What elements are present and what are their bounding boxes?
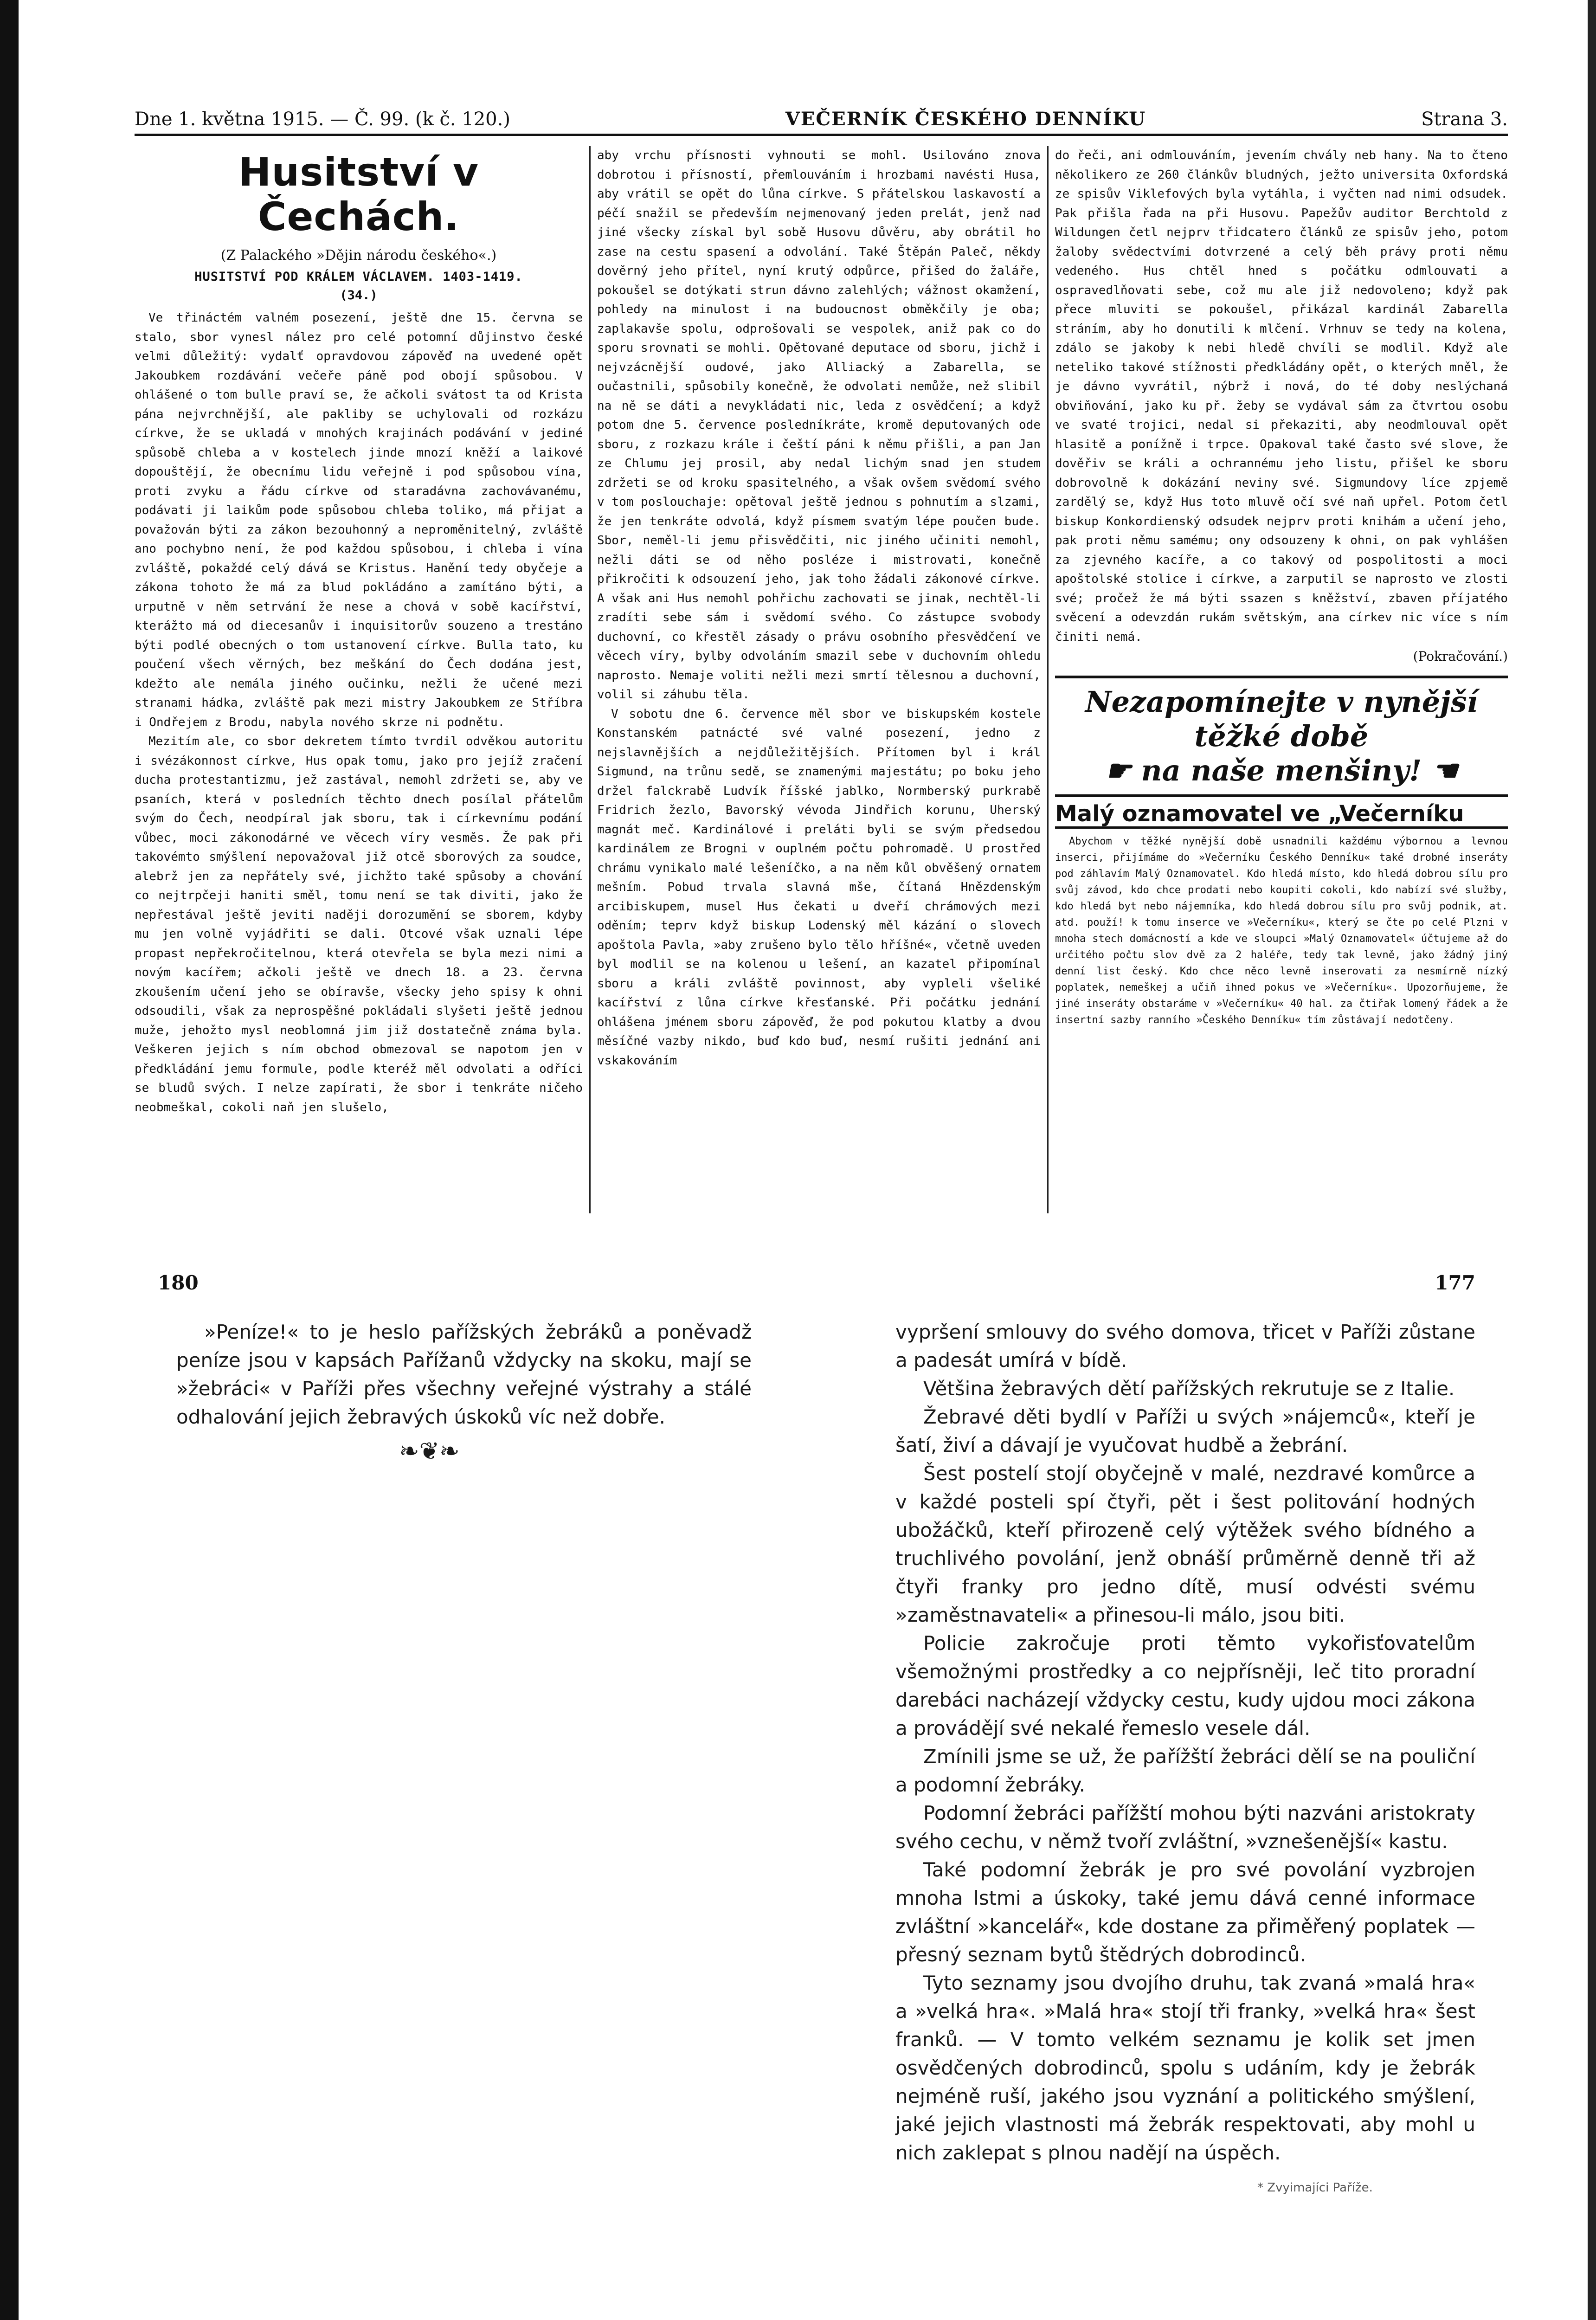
article-section: HUSITSTVÍ POD KRÁLEM VÁCLAVEM. 1403-1419. bbox=[194, 270, 523, 284]
pointing-hand-icon: ☛ bbox=[1105, 753, 1141, 787]
masthead: VEČERNÍK ČESKÉHO DENNÍKU bbox=[785, 108, 1146, 130]
article-paragraph: Mezitím ale, co sbor dekretem tímto tvrdil odvěkou autoritu i svézákonnost církve, Hus opak tomu, jako pro jejíž zračení ducha protestantizmu, jež zastával, nemohl zdržeti se, aby ve psaních, která v posledních těchto dnech posílal přátelům svým do Čech, neodpíral jak sboru, tak i církevnímu podání vůbec, moci zákonodárné ve věcech víry vesměs. Že pak při takovémto smýšlení nepovažoval již otcě sborových za soudce, alebrž jen za nepřátely své, jichžto také spůsoby a chování co nejtrpčeji haniti směl, tomu není se tak diviti, jako že nepřestával ještě jeviti naději dorozumění se sborem, kdyby mu jen volně vyjádřiti se dali. Otcové však uznali lépe propast nepřekročitelnou, která otevřela se byla mezi nimi a novým kacířem; ačkoli ještě ve dnech 18. a 23. června zkoušením učení jeho se obíravše, všecky jeho spisy k ohni odsoudili, však za neprospěšné pokládali slyšeti ještě jednou muže, jehožto mysl neoblomná jim již dostatečně známa byla. Veškeren jejich s ním obchod obmezoval se napotom jen v předkládání jemu formule, podle kteréž měl odvolati a odříci se bludů svých. I nelze zapírati, že sbor i tenkráte ničeho neobmeškal, cokoli naň jen slušelo, bbox=[135, 735, 583, 1115]
appeal-banner bbox=[1055, 676, 1508, 797]
article-column-3 bbox=[1049, 146, 1508, 1213]
article-paragraph: V sobotu dne 6. července měl sbor ve biskupském kostele Konstanském patnácté své valné posezení, jedno z nejslavnějších a nejdůležitějších. Přítomen byl i král Sigmund, na trůnu sedě, se znamenými majestátu; po boku jeho držel falckrabě Ludvík říšské jablko, Normberský purkrabě Fridrich žezlo, Bavorský vévoda Jindřich korunu, Uherský magnát meč. Kardinálové i preláti byli se svým předsedou kardinálem ze Brogni v ouplném počtu pohromadě. U prostřed chrámu vynikalo malé lešeníčko, a na něm kůl obvěšený ornatem mešním. Pobud trvala slavná mše, čítaná Hnězdenským arcibiskupem, musel Hus čekati u dveří chrámových mezi oděním; teprv když biskup Lodenský měl kázání o slovech apoštola Pavla, »aby zrušeno bylo tělo hříšné«, včetně uveden byl modlil se na kolenou u lešení, an kazatel připomínal sboru a králi zvláště povinnost, aby vypleli všeliké kacířství z lůna církve křesťanské. Při počátku jednání ohlášena jménem sboru zápověď, že pod pokutou klatby a dvou měsíčné vazby nikdo, buď kdo buď, nesmí rušiti jednání ani vskakováním bbox=[597, 707, 1041, 1068]
book-paragraph: Podomní žebráci pařížští mohou býti nazváni aristokraty svého cechu, v němž tvoří zvláštní, »vznešenější« kastu. bbox=[895, 1802, 1475, 1853]
article-paragraph: Ve třináctém valném posezení, ještě dne 15. června se stalo, sbor vynesl nález pro celé potomní důjinstvo české velmi důležitý: vydalť opravdovou zápověď na uvedené opět Jakoubkem rozdávání večeře páně pod obojí spůsobou. V ohlášené o tom bulle praví se, že ačkoli svátost ta od Krista pána nejvrchnější, ale pakliby se uchylovali od rozkázu církve, že se ukladá v mnohých krajinách podávání v jediné spůsobě chleba a v kostelech jinde mnozí kněží a laikové dopouštějí, že obecnímu lidu veřejně i pod spůsobou vína, proti zvyku a řádu církve od staradávna zachovávanému, podávati ji laikům pode spůsobou chleba toliko, má přijat a považován býti za zákon bezouhonný a neproměnitelný, zvláště ano pochybno není, že pod každou spůsobou, i chleba i vína zvláště, pokaždé celý dává se Kristus. Hanění tedy obyčeje a zákona tohoto že má za blud pokládáno a zamítáno býti, a urputně v něm setrvání že nese a chová v sobě kacířství, kterážto má od diecesanův i inquisitorův souzeno a trestáno býti podlé obecných o tom ustanovení církve. Bulla tato, ku poučení všech věrných, bez meškání do Čech dodána jest, kdežto ale nemála jiného oučinku, nežli že učené mezi stranami hádka, zvláště pak mezi mistry Jakoubkem ze Stříbra i Ondřejem z Brodu, nabyla nového skrze ni podnětu. bbox=[135, 311, 583, 729]
article-subtitle: (Z Palackého »Dějin národu českého«.) bbox=[220, 247, 497, 264]
banner-line bbox=[1055, 754, 1508, 788]
book-spread bbox=[158, 1271, 1475, 2264]
scan-border-left bbox=[0, 0, 19, 2320]
article-column-2 bbox=[589, 146, 1049, 1213]
book-paragraph: vypršení smlouvy do svého domova, třicet v Paříži zůstane a padesát umírá v bídě. bbox=[895, 1321, 1475, 1372]
page-label: Strana 3. bbox=[1421, 109, 1508, 130]
classified-title: Malý oznamovatel ve „Večerníku bbox=[1055, 805, 1508, 829]
book-paragraph: Šest postelí stojí obyčejně v malé, nezdravé komůrce a v každé posteli spí čtyři, pět i šest politování hodných ubožáčků, kteří přirozeně celý výtěžek svého bídného a truchlivého povolání, jenž obnáší průměrně denně tři až čtyři franky pro jedno dítě, musí odvésti svému »zaměstnavateli« a přinesou-li málo, jsou biti. bbox=[895, 1462, 1475, 1626]
continued-note: (Pokračování.) bbox=[1413, 649, 1508, 664]
article-number: (34.) bbox=[340, 288, 378, 303]
article-title: Husitství v Čechách. bbox=[238, 149, 479, 239]
newspaper-columns bbox=[135, 146, 1508, 1213]
pointing-hand-icon: ☚ bbox=[1422, 753, 1458, 787]
classified-text: Abychom v těžké nynější době usnadnili každému výbornou a levnou inserci, přijímáme do »Večerníku Českého Denníku« také drobné inseráty pod záhlavím Malý Oznamovatel. Kdo hledá místo, kdo hledá dobrou sílu pro svůj závod, kdo chce prodati nebo koupiti cokoli, kdo nabízí své služby, kdo hledá byt nebo nájemníka, kdo hledá dobrou sílu pro svůj podnik, at. atd. použí! k tomu inserce ve »Večerníku«, který se čte po celé Plzni v mnoha stech domácností a kde ve sloupci »Malý Oznamovatel« účtujeme až do určitého počtu slov dvě za 2 haléře, tedy tak levně, jako žádný jiný denní list český. Kdo chce něco levně inserovati za nesmírně nízký poplatek, nemeškej a učiň ihned pokus ve »Večerníku«. Upozorňujeme, že jiné inseráty obstaráme v »Večerníku« 40 hal. za čtiřak lomený řádek a že insertní sazby ranního »Českého Denníku« tím zůstávají nedotčeny. bbox=[1055, 836, 1508, 1026]
left-page-number: 180 bbox=[158, 1271, 199, 1294]
book-paragraph: Žebravé děti bydlí v Paříži u svých »nájemců«, kteří je šatí, živí a dávají je vyučovat hudbě a žebrání. bbox=[895, 1405, 1475, 1456]
book-paragraph: »Peníze!« to je heslo pařížských žebráků a poněvadž peníze jsou v kapsách Pařížanů vždycky na skoku, mají se »žebráci« v Paříži přes všechny veřejné výstrahy a stálé odhalování jejich žebravých úskoků víc než dobře. bbox=[176, 1321, 752, 1428]
book-paragraph: Policie zakročuje proti těmto vykořisťovatelům všemožnými prostředky a co nejpřísněji, leč tito proradní darebáci nacházejí vždycky cestu, kudy ujdou moci zákona a provádějí své nekalé řemeslo vesele dál. bbox=[895, 1632, 1475, 1740]
right-page-number: 177 bbox=[1435, 1271, 1475, 1294]
ornament-icon: ❧❦❧ bbox=[399, 1437, 460, 1465]
scan-border-right bbox=[1588, 0, 1596, 2320]
book-paragraph: Tyto seznamy jsou dvojího druhu, tak zvaná »malá hra« a »velká hra«. »Malá hra« stojí tři franky, »velká hra« šest franků. — V tomto velkém seznamu je kolik set jmen osvědčených dobrodinců, spolu s udáním, kdy je žebrák nejméně ruší, jakého jsou vyznání a politického smýšlení, jaké jejich vlastnosti má žebrák respektovati, aby mohl u nich zaklepat s plnou nadějí na úspěch. bbox=[895, 1972, 1475, 2164]
book-paragraph: Zmínili jsme se už, že pařížští žebráci dělí se na pouliční a podomní žebráky. bbox=[895, 1745, 1475, 1796]
newspaper-header bbox=[135, 102, 1508, 136]
article-paragraph: do řeči, ani odmlouváním, jevením chvály neb hany. Na to čteno několikero ze 260 článkův bludných, ježto universita Oxfordská ze spisův Viklefových byla vytáhla, i vyčten nad nimi odsudek. Pak přišla řada na při Husovu. Papežův auditor Berchtold z Wildungen četl nejprv třidcatero článků ze spisův jeho, potom žaloby svědectvími dotvrzené a celý běh právy proti němu vedeného. Hus chtěl hned s počátku odmlouvati a ospravedlňovati sebe, což mu ale již nedovoleno; když pak přece mluviti se pokoušel, přikázal kardinál Zabarella stráním, aby ho donutili k mlčení. Vrhnuv se tedy na kolena, zdálo se jakoby k nebi hledě chvíli se modlil. Když ale neteliko takové stížnosti předkládány opět, o kterých mněl, že je dávno vyvrátil, nýbrž i nová, do té doby neslýchaná obviňování, jako ku př. žeby se vydával sám za čtvrtou osobu ve svaté trojici, nedal si překaziti, aby neodmlouval opět hlasitě a ponížně i trpce. Opakoval také často své slove, že dověřiv se králi a ochrannému jeho listu, přišel ke sboru dobrovolně k dokázání neviny své. Sigmundovy líce zpjemě zardělý se, když Hus toto mluvě očí své naň upřel. Potom četl biskup Konkordienský odsudek nejprv proti knihám a učení jeho, pak proti němu samému; ony odsouzeny k ohni, on pak vyhlášen za zjevného kacíře, a co takový od pospolitosti a moci apoštolské stolice i církve, a zarputil se naprosto ve zlosti své; pročež že má býti ssazen s kněžství, zbaven příjatého svěcení a odevzdán rukám světským, ana církev nic více s ním činiti nemá. bbox=[1055, 148, 1508, 644]
book-paragraph: Většina žebravých dětí pařížských rekrutuje se z Italie. bbox=[923, 1377, 1455, 1400]
article-paragraph: aby vrchu přísnosti vyhnouti se mohl. Usilováno znova dobrotou i přísností, přemlouváním i hrozbami navésti Husa, aby vrátil se opět do lůna církve. S přátelskou laskavostí a péčí snažil se především nejmenovaný jeden prelát, jenž nad jiné všecky získal byl sobě Husovu důvěru, aby obrátil ho zase na cestu spasení a odvolání. Také Štěpán Paleč, někdy dověrný jeho přítel, nyní krutý odpůrce, přišed do žaláře, pokoušel se dotýkati strun dávno zalehlých; vážnost okamžení, pohledy na minulost i na budoucnost obměkčily je oba; zaplakavše spolu, odprošovali se vespolek, aniž pak co do sporu srovnati se mohli. Opětované deputace od sboru, jichž i nejvzácnější oudové, jako Alliacký a Zabarella, se oučastnili, spůsobily konečně, že odvolati nemůže, než slibil na ně se dáti a nevykládati nic, leda z osvědčení; a když potom dne 5. července posledníkráte, kromě deputovaných ode sboru, z rozkazu krále i čeští páni k němu přišli, a pan Jan ze Chlumu jej prosil, aby nedal lichým snad jen studem zdržeti se od kroku spasitelného, a však ovšem svědomí svého v tom poslouchaje: opětoval ještě jednou s pohnutím a slzami, že jen tenkráte odvolá, když písmem svatým lépe poučen bude. Sbor, neměl-li jemu přisvědčiti, nic jiného učiniti nemohl, nežli dáti se od něho posléze i mistrovati, konečně přikročiti k odsouzení jeho, jak toho žádali zákonové církve. A však ani Hus nemohl pohřichu zachovati se jinak, nechtěl-li zradíti sebe sám i svědomí svého. Co zástupce svobody duchovní, co křestěl zásady o právu osobního přesvědčení ve věcech víry, bylby odvoláním smazil sebe v duchovním ohledu naprosto. Nemaje voliti nežli mezi smrtí tělesnou a duchovní, volil si záhubu těla. bbox=[597, 148, 1041, 702]
banner-text: na naše menšiny! bbox=[1141, 753, 1422, 787]
newspaper-page bbox=[135, 102, 1508, 1216]
article-column-1 bbox=[135, 146, 589, 1213]
issue-date: Dne 1. května 1915. — Č. 99. (k č. 120.) bbox=[135, 109, 510, 130]
book-right-page bbox=[895, 1318, 1475, 2167]
book-left-page bbox=[176, 1318, 752, 1466]
banner-line: těžké době bbox=[1194, 719, 1369, 753]
book-paragraph: Také podomní žebrák je pro své povolání vyzbrojen mnoha lstmi a úskoky, také jemu dává cenné informace zvláštní »kancelář«, kde dostane za přiměřený poplatek — přesný seznam bytů štědrých dobrodinců. bbox=[895, 1858, 1475, 1966]
footnote: * Zvyimajíci Paříže. bbox=[1257, 2181, 1373, 2195]
banner-line: Nezapomínejte v nynější bbox=[1085, 684, 1478, 719]
